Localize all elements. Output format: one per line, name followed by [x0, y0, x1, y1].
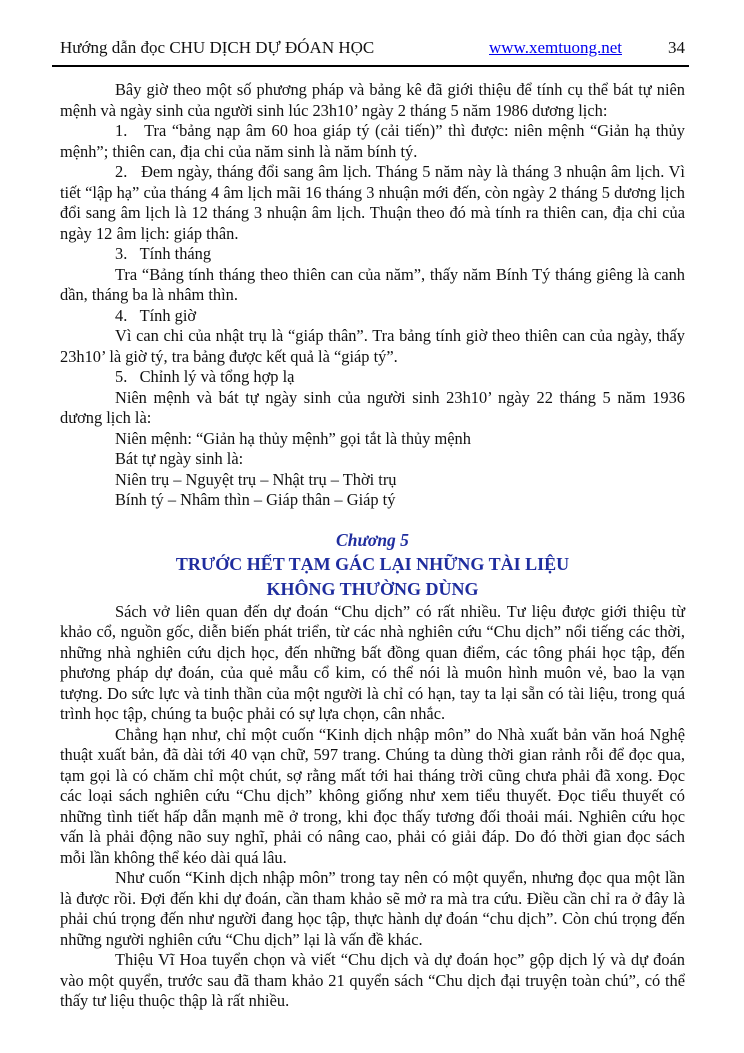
paragraph: Vì can chi của nhật trụ là “giáp thân”. Tra bảng tính giờ theo thiên can của ngày, thấy 23h10’ là giờ tý, tra bảng được kết quả là “giáp tý”.	[60, 326, 685, 366]
paragraph: Bát tự ngày sinh là:	[115, 449, 244, 468]
numbered-item: 3. Tính tháng	[115, 244, 212, 263]
numbered-item: 5. Chỉnh lý và tổng hợp lạ	[115, 367, 295, 386]
numbered-item: 1. Tra “bảng nạp âm 60 hoa giáp tý (cải tiến)” thì được: niên mệnh “Giản hạ thủy mệnh”; thiên can, địa chi của năm sinh là năm bính tý.	[60, 121, 685, 161]
paragraph: Niên trụ – Nguyệt trụ – Nhật trụ – Thời trụ	[115, 469, 397, 489]
paragraph: Bính tý – Nhâm thìn – Giáp thân – Giáp tý	[115, 490, 396, 509]
chapter-number: Chương 5	[336, 529, 409, 550]
paragraph: Thiệu Vĩ Hoa tuyển chọn và viết “Chu dịch và dự đoán học” gộp dịch lý và dự đoán vào một quyển, trước sau đã tham khảo 21 quyển sách “Chu dịch đại truyện toàn chú”, có thể thấy tư liệu thuộc thập là rất nhiều.	[60, 950, 685, 1010]
paragraph: Như cuốn “Kinh dịch nhập môn” trong tay nên có một quyển, nhưng đọc qua một lần là được rồi. Đợi đến khi dự đoán, cần tham khảo sẽ mở ra mà tra cứu. Điều cần chỉ ra ở đây là phải chú trọng đến như người đang học tập, thực hành dự đoán “chu dịch”. Còn chú trọng đến những người nghiên cứu “Chu dịch” lại là vấn đề khác.	[60, 868, 685, 949]
body-text	[60, 80, 685, 1012]
paragraph: Sách vở liên quan đến dự đoán “Chu dịch” có rất nhiều. Tư liệu được giới thiệu từ khảo cổ, nguồn gốc, diễn biến phát triển, từ các nhà nghiên cứu “Chu dịch” nổi tiếng các thời, những nhà nghiên cứu dịch học, đến những bất đồng quan điểm, các tông phái học tập, đến phương pháp dự đoán, của quẻ mẫu cổ kim, có thể nói là muôn hình muôn vẻ, bao la vạn tượng. Do sức lực và tinh thần của một người là chỉ có hạn, tay ta lại sẵn có tài liệu, trong quá trình học tập, chúng ta buộc phải có sự lựa chọn, cân nhắc.	[60, 601, 685, 723]
chapter-heading	[60, 528, 685, 602]
header-divider	[52, 65, 689, 67]
website-link[interactable]: www.xemtuong.net	[489, 38, 622, 57]
chapter-title-line2: KHÔNG THƯỜNG DÙNG	[266, 578, 479, 599]
numbered-item: 4. Tính giờ	[115, 305, 197, 325]
chapter-title-line1: TRƯỚC HẾT TẠM GÁC LẠI NHỮNG TÀI LIỆU	[175, 553, 570, 574]
paragraph: Bây giờ theo một số phương pháp và bảng kê đã giới thiệu để tính cụ thể bát tự niên mệnh và ngày sinh của người sinh lúc 23h10’ ngày 2 tháng 5 năm 1986 dương lịch:	[60, 80, 685, 120]
page-number: 34	[668, 38, 685, 57]
numbered-item: 2. Đem ngày, tháng đổi sang âm lịch. Tháng 5 năm này là tháng 3 nhuận âm lịch. Vì tiết “lập hạ” của tháng 4 âm lịch mãi 16 tháng 3 nhuận mới đến, còn ngày 2 tháng 5 dương lịch đổi sang âm lịch là 12 tháng 3 nhuận âm lịch. Thuận theo đó mà tính ra thiên can, địa chi của ngày 12 âm lịch: giáp thân.	[60, 162, 685, 243]
paragraph: Niên mệnh: “Giản hạ thủy mệnh” gọi tắt là thủy mệnh	[115, 428, 471, 448]
page-header	[60, 38, 685, 58]
paragraph: Niên mệnh và bát tự ngày sinh của người sinh 23h10’ ngày 22 tháng 5 năm 1936 dương lịch là:	[60, 387, 685, 427]
running-title: Hướng dẫn đọc CHU DỊCH DỰ ĐÓAN HỌC	[60, 38, 375, 57]
paragraph: Chẳng hạn như, chỉ một cuốn “Kinh dịch nhập môn” do Nhà xuất bản văn hoá Nghệ thuật xuất bản, đã dài tới 40 vạn chữ, 597 trang. Chúng ta dùng thời gian rảnh rỗi để đọc qua, tạm gọi là có chăm chỉ một chút, sợ rằng mất tới hai tháng trời cũng chưa phải đã xong. Đọc các loại sách nghiên cứu “Chu dịch” không giống như xem tiểu thuyết. Đọc tiểu thuyết có những tình tiết hấp dẫn mạnh mẽ ở trong, khi đọc thấy tương đối thoải mái. Nghiên cứu học vấn là phải động não suy nghĩ, phải có nâng cao, phải có giải đáp. Do đó thời gian đọc sách mỗi lần không thể kéo dài quá lâu.	[60, 724, 685, 867]
paragraph: Tra “Bảng tính tháng theo thiên can của năm”, thấy năm Bính Tý tháng giêng là canh dần, tháng ba là nhâm thìn.	[60, 264, 685, 304]
